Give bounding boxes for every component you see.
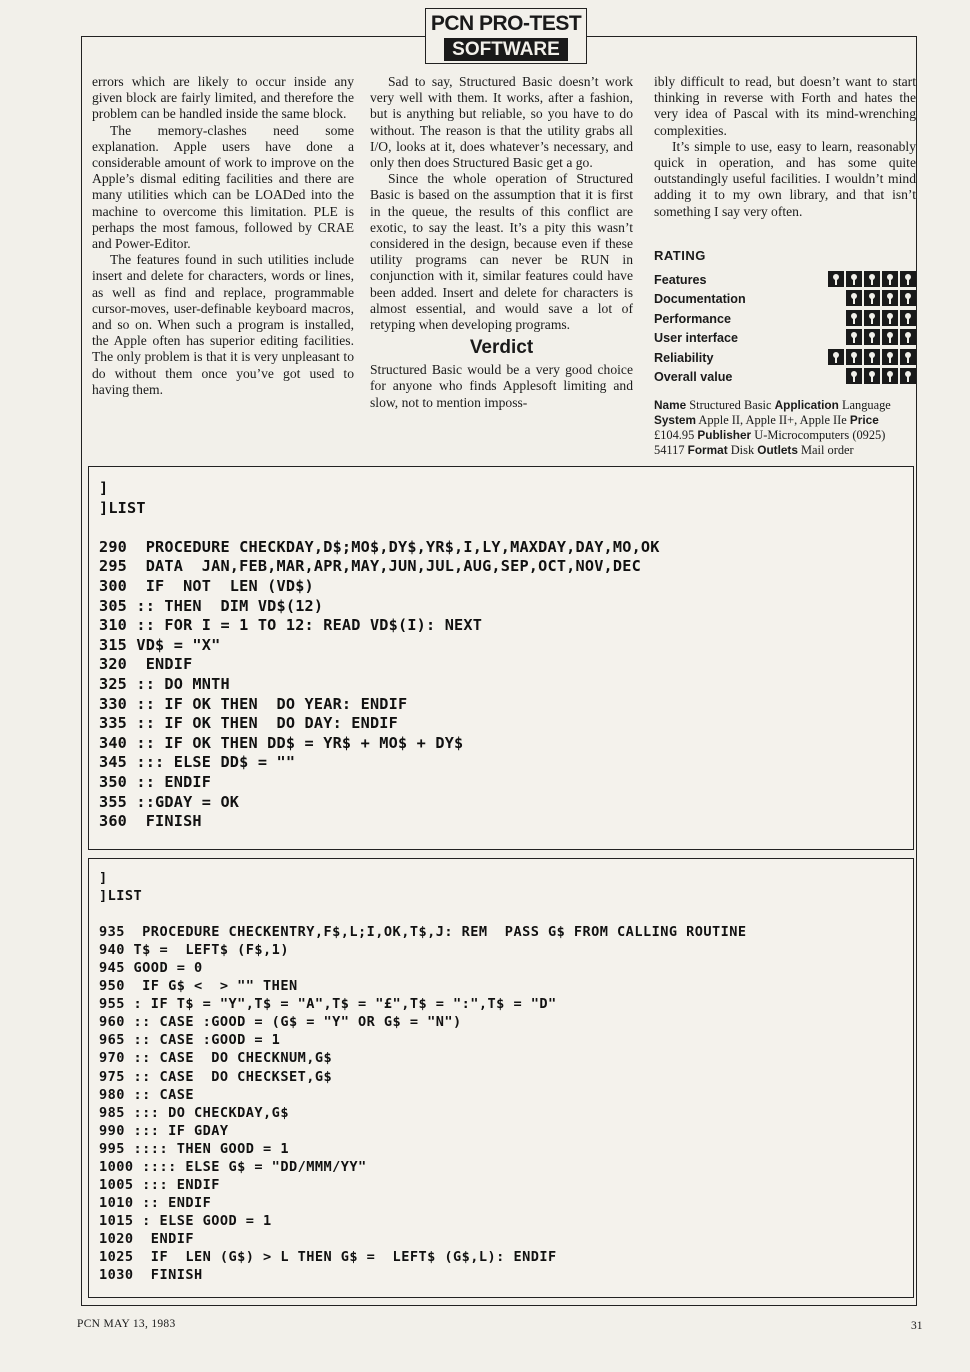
verdict-paragraph-continued: ibly difficult to read, but doesn’t want to start thinking in reverse with Forth and hates the very idea of Pascal with its mind-wrenching complexities.	[654, 74, 916, 138]
info-label: System	[654, 413, 696, 427]
code-line: 1015 : ELSE GOOD = 1	[99, 1212, 272, 1229]
product-info	[654, 398, 914, 458]
code-line: 335 :: IF OK THEN DO DAY: ENDIF	[99, 714, 398, 733]
code-line: 1030 FINISH	[99, 1267, 203, 1284]
rating-point-icon	[900, 310, 916, 326]
rating-point-icon	[846, 290, 862, 306]
rating-point-icon	[900, 368, 916, 384]
rating-point-icon	[882, 290, 898, 306]
code-line: ]	[99, 479, 109, 497]
info-label: Publisher	[697, 428, 752, 442]
paragraph: Sad to say, Structured Basic doesn’t work very well with them. It works, after a fashion, but is anything but reliable, so you have to do without. The reason is that the utility grabs all I/O, looks at it, does whatever’s necessary, and only then does Structured Basic get a go.	[370, 74, 633, 171]
code-line: 960 :: CASE :GOOD = (G$ = "Y" OR G$ = "N")	[99, 1014, 462, 1031]
rating-point-icon	[882, 329, 898, 345]
rating-label: User interface	[654, 331, 738, 346]
code-line: 325 :: DO MNTH	[99, 674, 230, 693]
header-subtitle: SOFTWARE	[444, 38, 568, 61]
rating-point-icon	[828, 271, 844, 287]
code-line: ]LIST	[99, 888, 143, 905]
rating-point-icon	[882, 310, 898, 326]
rating-point-icon	[846, 310, 862, 326]
info-label: Outlets	[757, 443, 798, 457]
info-label: Name	[654, 398, 687, 412]
rating-point-icon	[900, 290, 916, 306]
rating-row	[654, 290, 918, 309]
section-header	[425, 8, 587, 64]
rating-label: Documentation	[654, 292, 746, 307]
code-line: 340 :: IF OK THEN DD$ = YR$ + MO$ + DY$	[99, 733, 464, 752]
verdict-paragraph: Structured Basic would be a very good choice for anyone who finds Applesoft limiting and slow, not to mention imposs-	[370, 362, 633, 410]
code-text	[99, 479, 660, 832]
code-line: ]	[99, 870, 108, 886]
paragraph: The memory-clashes need some explanation. Apple users have done a considerable amount of work to improve on the Apple’s dismal editing facilities and there are many utilities which can be LOADed into the machine to overcome this limitation. PLE is perhaps the most famous, followed by CRAE and Power-Editor.	[92, 122, 354, 252]
rating-point-icon	[864, 368, 880, 384]
code-line: 345 ::: ELSE DD$ = ""	[99, 753, 296, 772]
code-line: 320 ENDIF	[99, 655, 193, 674]
article-column-3	[654, 74, 916, 220]
rating-point-icon	[882, 349, 898, 365]
rating-label: Overall value	[654, 369, 733, 384]
rating-row	[654, 271, 918, 290]
article-column-2	[370, 74, 633, 411]
code-line: 1010 :: ENDIF	[99, 1194, 212, 1211]
info-label: Format	[687, 443, 728, 457]
info-value: Structured Basic	[689, 398, 772, 412]
rating-score	[828, 349, 916, 365]
rating-score	[846, 290, 916, 306]
rating-point-icon	[846, 349, 862, 365]
code-line: 975 :: CASE DO CHECKSET,G$	[99, 1068, 333, 1085]
info-label: Price	[849, 413, 879, 427]
rating-point-icon	[846, 368, 862, 384]
code-listing-1	[88, 466, 914, 850]
info-value: U-Microcomputers (0925) 54117	[654, 428, 886, 457]
info-label: Application	[774, 398, 839, 412]
page-number: 31	[911, 1320, 923, 1332]
code-line: 1005 ::: ENDIF	[99, 1176, 220, 1193]
rating-row	[654, 368, 918, 387]
code-listing-2	[88, 858, 914, 1298]
header-title: PCN PRO-TEST	[430, 12, 582, 35]
rating-point-icon	[846, 329, 862, 345]
rating-score	[846, 368, 916, 384]
code-line: 965 :: CASE :GOOD = 1	[99, 1032, 281, 1049]
info-value: Apple II, Apple II+, Apple IIe	[698, 413, 847, 427]
rating-label: Performance	[654, 311, 731, 326]
code-line: 295 DATA JAN,FEB,MAR,APR,MAY,JUN,JUL,AUG,SEP,OCT,NOV,DEC	[99, 557, 641, 576]
rating-point-icon	[864, 349, 880, 365]
rating-label: Features	[654, 273, 707, 287]
code-line: 330 :: IF OK THEN DO YEAR: ENDIF	[99, 694, 408, 713]
code-line: 300 IF NOT LEN (VD$)	[99, 576, 314, 595]
rating-point-icon	[864, 271, 880, 287]
code-line: 1020 ENDIF	[99, 1230, 194, 1247]
code-line: ]LIST	[99, 498, 146, 517]
rating-point-icon	[882, 368, 898, 384]
rating-score	[828, 271, 916, 287]
code-line: 935 PROCEDURE CHECKENTRY,F$,L;I,OK,T$,J: REM PASS G$ FROM CALLING ROUTINE	[99, 924, 747, 941]
rating-label: Reliability	[654, 350, 714, 365]
code-line: 980 :: CASE	[99, 1086, 194, 1103]
rating-title: RATING	[654, 248, 706, 263]
paragraph: The features found in such utilities include insert and delete for characters, words or lines, as well as find and replace, programmable cursor-moves, user-definable keyboard macros, and so on. When such a program is installed, the Apple often has superior editing facilities. The only problem is that it is very unpleasant to do without them once you’ve got used to having them.	[92, 252, 354, 397]
code-line: 1000 :::: ELSE G$ = "DD/MMM/YY"	[99, 1158, 367, 1175]
info-value: £104.95	[654, 428, 695, 442]
rating-row	[654, 349, 918, 368]
article-column-1	[92, 74, 354, 398]
rating-score	[846, 329, 916, 345]
code-line: 995 :::: THEN GOOD = 1	[99, 1140, 289, 1157]
rating-point-icon	[882, 271, 898, 287]
code-line: 950 IF G$ < > "" THEN	[99, 978, 298, 995]
code-line: 305 :: THEN DIM VD$(12)	[99, 596, 324, 615]
footer-issue: PCN MAY 13, 1983	[77, 1318, 176, 1330]
code-line: 360 FINISH	[99, 812, 202, 831]
rating-point-icon	[900, 329, 916, 345]
code-line: 355 ::GDAY = OK	[99, 792, 240, 811]
code-line: 315 VD$ = "X"	[99, 635, 221, 654]
code-text	[99, 869, 747, 1284]
info-value: Language	[841, 398, 891, 412]
rating-panel	[654, 248, 918, 387]
info-value: Disk	[730, 443, 755, 457]
rating-point-icon	[828, 349, 844, 365]
rating-point-icon	[900, 271, 916, 287]
rating-row	[654, 329, 918, 348]
rating-point-icon	[846, 271, 862, 287]
code-line: 1025 IF LEN (G$) > L THEN G$ = LEFT$ (G$,L): ENDIF	[99, 1248, 557, 1265]
code-line: 990 ::: IF GDAY	[99, 1122, 229, 1139]
code-line: 310 :: FOR I = 1 TO 12: READ VD$(I): NEXT	[99, 616, 483, 635]
rating-point-icon	[864, 310, 880, 326]
rating-score	[846, 310, 916, 326]
code-line: 945 GOOD = 0	[99, 960, 203, 977]
paragraph: errors which are likely to occur inside any given block are fairly limited, and therefore the problem can be handled inside the same block.	[92, 74, 354, 122]
rating-point-icon	[864, 329, 880, 345]
code-line: 970 :: CASE DO CHECKNUM,G$	[99, 1050, 333, 1067]
rating-point-icon	[864, 290, 880, 306]
paragraph: Since the whole operation of Structured Basic is based on the assumption that it is first in the queue, the results of this conflict are exotic, to say the least. It’s a pity this wasn’t considered in the design, because even if these utility programs can never be RUN in conjunction with it, similar features could have been added. Insert and delete for characters is almost essential, and would save a lot of retyping when developing programs.	[370, 171, 633, 333]
paragraph: It’s simple to use, easy to learn, reasonably quick in operation, and has some quite outstandingly useful facilities. I wouldn’t mind adding it to my own library, and that isn’t something I say very often.	[654, 138, 916, 219]
verdict-heading: Verdict	[469, 337, 534, 359]
code-line: 350 :: ENDIF	[99, 772, 212, 791]
code-line: 955 : IF T$ = "Y",T$ = "A",T$ = "£",T$ = ":",T$ = "D"	[99, 996, 557, 1013]
code-line: 290 PROCEDURE CHECKDAY,D$;MO$,DY$,YR$,I,LY,MAXDAY,DAY,MO,OK	[99, 537, 660, 556]
rating-point-icon	[900, 349, 916, 365]
code-line: 985 ::: DO CHECKDAY,G$	[99, 1104, 289, 1121]
info-value: Mail order	[801, 443, 854, 457]
rating-row	[654, 310, 918, 329]
code-line: 940 T$ = LEFT$ (F$,1)	[99, 942, 289, 959]
